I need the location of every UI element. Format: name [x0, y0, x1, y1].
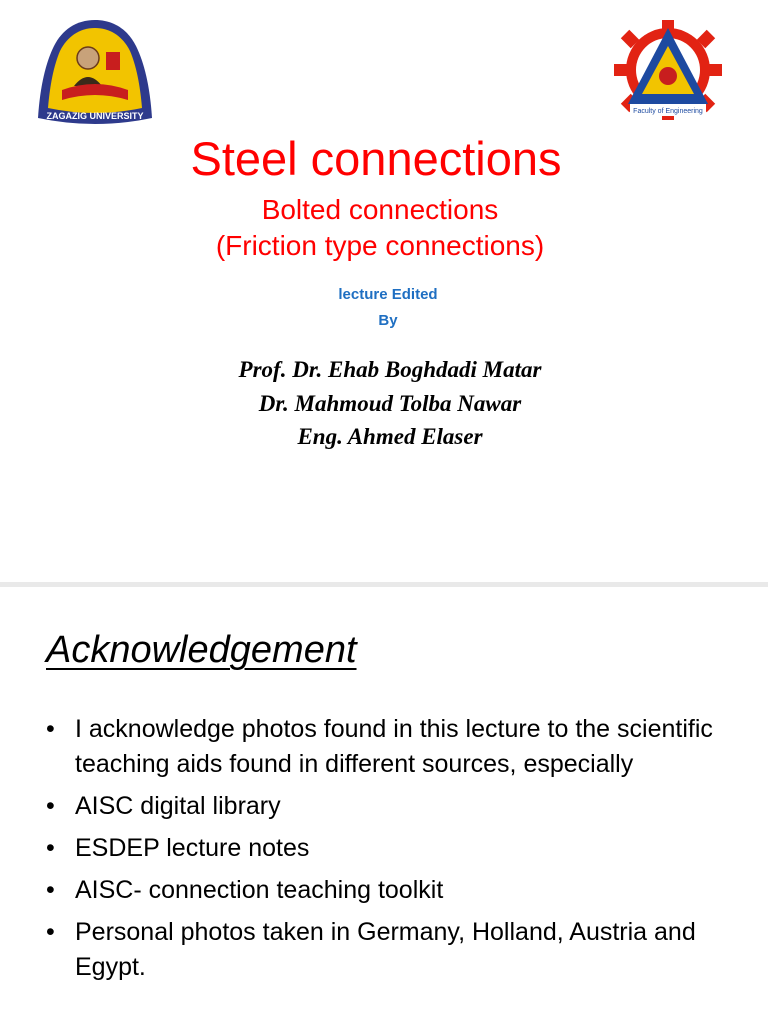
bullet-icon: •: [46, 715, 55, 743]
faculty-of-engineering-gear-icon: [604, 18, 732, 124]
bullet-icon: •: [46, 918, 55, 946]
edited-by-line-1: lecture Edited: [338, 286, 438, 303]
zagazig-university-seal-icon: [36, 16, 154, 128]
logo-left-caption: ZAGAZIG UNIVERSITY: [46, 111, 144, 121]
acknowledgement-heading: Acknowledgement: [46, 629, 357, 671]
acknowledgement-list: [46, 712, 746, 992]
subtitle-line-2: (Friction type connections): [215, 230, 545, 261]
slide-divider: [0, 582, 768, 587]
subtitle-line-1: Bolted connections: [261, 194, 499, 225]
bullet-icon: •: [46, 876, 55, 904]
logo-right-caption: Faculty of Engineering: [633, 108, 703, 115]
list-item: [46, 915, 746, 985]
page-title: Steel connections: [190, 132, 562, 185]
edited-by-line-2: By: [378, 312, 398, 329]
bullet-icon: •: [46, 792, 55, 820]
author-1: Prof. Dr. Ehab Boghdadi Matar: [238, 357, 542, 382]
bullet-icon: •: [46, 834, 55, 862]
list-item: [46, 873, 746, 908]
list-item-text: ESDEP lecture notes: [75, 834, 310, 862]
list-item-text: Personal photos taken in Germany, Holland, Austria and Egypt.: [75, 918, 696, 981]
list-item-text: AISC- connection teaching toolkit: [75, 876, 444, 904]
list-item: [46, 831, 746, 866]
list-item: [46, 712, 746, 782]
list-item: [46, 789, 746, 824]
list-item-text: I acknowledge photos found in this lecture to the scientific teaching aids found in different sources, especially: [75, 715, 713, 778]
author-2: Dr. Mahmoud Tolba Nawar: [258, 391, 522, 416]
list-item-text: AISC digital library: [75, 792, 281, 820]
author-3: Eng. Ahmed Elaser: [297, 424, 483, 449]
